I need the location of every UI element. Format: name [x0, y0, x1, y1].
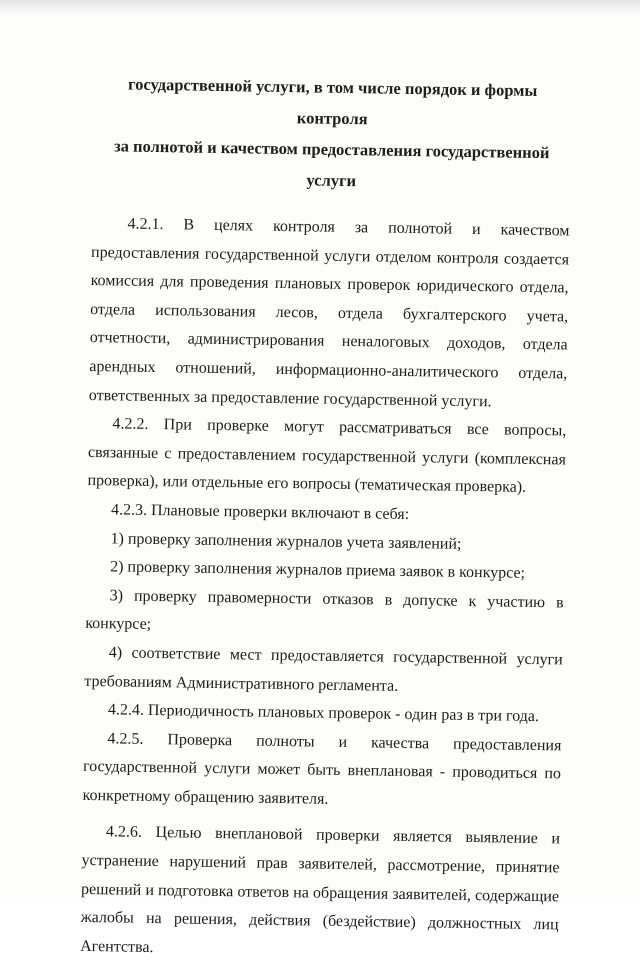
paragraph-4-2-6: 4.2.6. Целью внеплановой проверки является выявление и устранение нарушений прав заявителей, рассмотрение, принятие решений и подготовка ответов на обращения заявителей, содержащие жалобы на решения, действия (бездействие) должностных лиц Агентства.	[80, 823, 561, 956]
list-item-1: 1) проверку заполнения журналов учета заявлений;	[110, 529, 462, 553]
section-heading	[92, 68, 572, 199]
heading-line-3: услуги	[306, 170, 357, 191]
list-item-3: 3) проверку правомерности отказов в допуске к участию в конкурсе;	[85, 587, 564, 634]
document-body	[80, 68, 572, 969]
paragraph-4-2-2: 4.2.2. При проверке могут рассматриваться все вопросы, связанные с предоставлением государственной услуги (комплексная проверка), или отдельные его вопросы (тематическая проверка).	[87, 415, 567, 497]
paragraph-4-2-4: 4.2.4. Периодичность плановых проверок - один раз в три года.	[107, 701, 540, 726]
paragraph-4-2-5: 4.2.5. Проверка полноты и качества предоставления государственной услуги может быть внеплановая - проводиться по конкретному обращению заявителя.	[82, 729, 562, 808]
scan-shadow-edge	[0, 0, 640, 14]
paragraph-4-2-1: 4.2.1. В целях контроля за полнотой и качеством предоставления государственной услуги отделом контроля создается комиссия для проведения плановых проверок юридического отдела, отдела использования лесов, отдела бухгалтерского учета, отчетности, администрирования неналоговых доходов, отдела арендных отношений, информационно-аналитического отдела, ответственных за предоставление государственной услуги.	[88, 215, 570, 410]
heading-line-2: за полнотой и качеством предоставления государственной	[113, 136, 550, 163]
heading-line-1: государственной услуги, в том числе порядок и формы контроля	[127, 74, 538, 129]
paragraph-4-2-3: 4.2.3. Плановые проверки включают в себя:	[110, 501, 410, 523]
list-item-4: 4) соответствие мест предоставляется государственной услуги требованиям Административного регламента.	[84, 644, 563, 695]
list-item-2: 2) проверку заполнения журналов приема заявок в конкурсе;	[110, 558, 526, 582]
